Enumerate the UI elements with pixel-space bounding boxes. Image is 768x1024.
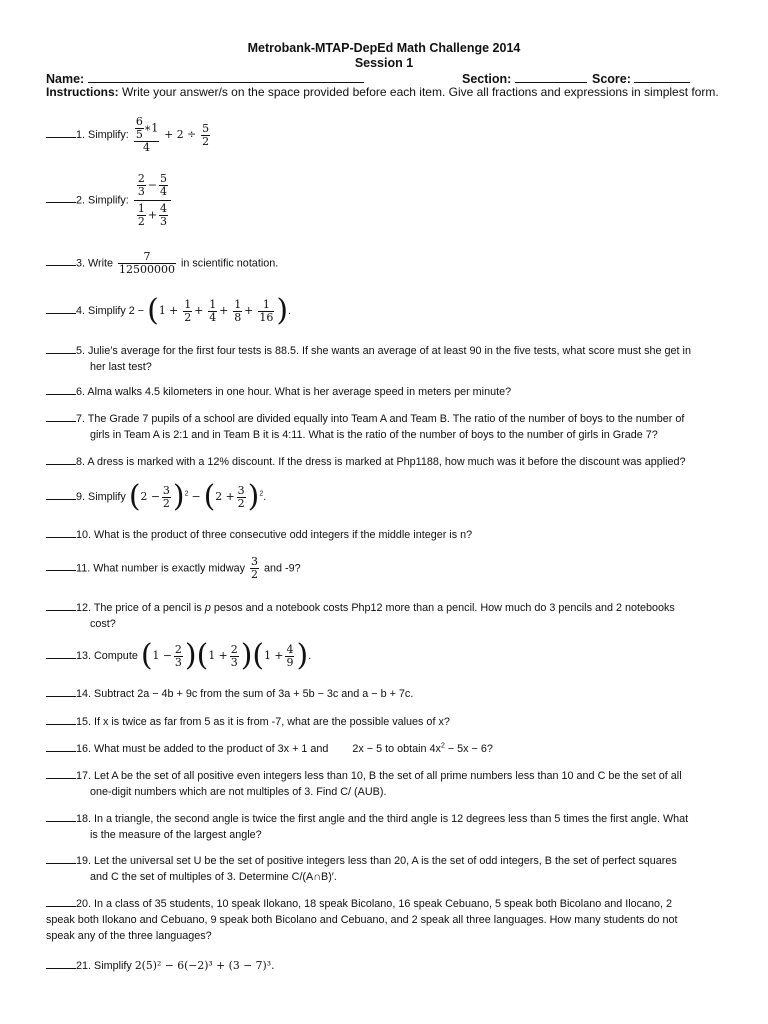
- question-4: 4. Simplify 2 − (1 + $\frac{1}{2}$ + $\frac{1}{4}$ + $\frac{1}{8}$ + $\frac{1}{16}$ ).: [46, 296, 722, 326]
- complex-fraction: $\frac{2}{3}$ − $\frac{5}{4}$ $\frac{1}{2}$ + $\frac{4}{3}$: [134, 173, 171, 228]
- answer-blank: [46, 812, 76, 822]
- section-blank: [515, 71, 587, 83]
- answer-blank: [46, 742, 76, 752]
- question-text: 10. What is the product of three consecutive odd integers if the middle integer is n?: [76, 529, 473, 541]
- answer-blank: [46, 959, 76, 969]
- answer-blank: [46, 854, 76, 864]
- answer-blank: [46, 412, 76, 422]
- question-text: 19. Let the universal set U be the set of positive integers less than 20, A is the set of odd integers, B the set of perfect squares: [76, 855, 677, 867]
- answer-blank: [46, 304, 76, 314]
- instructions-label: Instructions:: [46, 85, 119, 99]
- answer-blank: [46, 193, 76, 203]
- section-label: Section:: [462, 72, 512, 86]
- score-blank: [634, 71, 690, 83]
- question-text: 1. Simplify:: [76, 128, 129, 141]
- question-18: 18. In a triangle, the second angle is twice the first angle and the third angle is 12 degrees less than 5 times the first angle. What is the measure of the largest angle?: [46, 811, 722, 843]
- name-label: Name:: [46, 72, 85, 86]
- question-text: 7. The Grade 7 pupils of a school are divided equally into Team A and Team B. The ratio of the number of boys to the number of: [76, 413, 685, 425]
- question-9: 9. Simplify (2 − $\frac{3}{2}$ )$^2$ − (2 + $\frac{3}{2}$ )$^2$.: [46, 482, 722, 512]
- answer-blank: [46, 601, 76, 611]
- question-14: [46, 686, 722, 702]
- section-field: [462, 71, 587, 86]
- question-3: 3. Write $\frac{7}{12500000}$ in scientific notation.: [46, 251, 722, 276]
- question-text: 2. Simplify:: [76, 194, 129, 207]
- question-10: [46, 527, 722, 543]
- question-text: 8. A dress is marked with a 12% discount. If the dress is marked at Php1188, how much was it before the discount was applied?: [76, 456, 686, 468]
- answer-blank: [46, 256, 76, 266]
- math-expression: + 2 ÷: [164, 127, 197, 141]
- fraction: $\frac{5}{2}$: [202, 121, 210, 148]
- fraction: $\frac{7}{12500000}$: [119, 250, 175, 276]
- question-21: [46, 958, 722, 974]
- answer-blank: [46, 455, 76, 465]
- answer-blank: [46, 528, 76, 538]
- answer-blank: [46, 344, 76, 354]
- session-label: Session 1: [354, 56, 414, 70]
- question-1: [46, 116, 722, 154]
- question-17: 17. Let A be the set of all positive even integers less than 10, B the set of all prime numbers less than 10 and C be the set of all one-digit numbers which are not multiples of 3. Find C/ (AUB).: [46, 768, 722, 800]
- answer-blank: [46, 649, 76, 659]
- answer-blank: [46, 687, 76, 697]
- question-11: 11. What number is exactly midway $\frac{3}{2}$ and -9?: [46, 556, 722, 581]
- question-12: 12. The price of a pencil is p pesos and a notebook costs Php12 more than a pencil. How much do 3 pencils and 2 notebooks cost?: [46, 600, 722, 632]
- question-text: 3. Write: [76, 257, 113, 270]
- question-text: 9. Simplify: [76, 490, 126, 503]
- math-expression: 2(5)² − 6(−2)³ + (3 − 7)³.: [134, 959, 275, 972]
- answer-blank: [46, 385, 76, 395]
- question-text: 14. Subtract 2a − 4b + 9c from the sum of 3a + 5b − 3c and a − b + 7c.: [76, 688, 414, 700]
- question-5: 5. Julie’s average for the first four tests is 88.5. If she wants an average of at least 90 in the five tests, what score must she get in her last test?: [46, 343, 722, 375]
- question-7: 7. The Grade 7 pupils of a school are divided equally into Team A and Team B. The ratio of the number of boys to the number of girls in Team A is 2:1 and in Team B it is 4:11. What is the ratio of the number of boys to the number of girls in Grade 7?: [46, 411, 722, 443]
- answer-blank: [46, 561, 76, 571]
- question-text: 17. Let A be the set of all positive even integers less than 10, B the set of all prime numbers less than 10 and C be the set of all: [76, 770, 682, 782]
- question-19: 19. Let the universal set U be the set of positive integers less than 20, A is the set of odd integers, B the set of perfect squares and C the set of multiples of 3. Determine C/(A∩B)′.: [46, 853, 722, 885]
- question-text: 18. In a triangle, the second angle is twice the first angle and the third angle is 12 degrees less than 5 times the first angle. What: [76, 813, 689, 825]
- name-field: [46, 71, 364, 86]
- instructions-text: Write your answer/s on the space provided before each item. Give all fractions and expressions in simplest form.: [118, 85, 719, 99]
- question-text: 20. In a class of 35 students, 10 speak Ilokano, 18 speak Bicolano, 16 speak Cebuano, 5 speak both Bicolano and Ilocano, 2: [76, 898, 673, 910]
- question-2: [46, 173, 722, 228]
- answer-blank: [46, 128, 76, 138]
- question-20: 20. In a class of 35 students, 10 speak Ilokano, 18 speak Bicolano, 16 speak Cebuano, 5 speak both Bicolano and Ilocano, 2 speak both Ilokano and Cebuano, 9 speak both Bicolano and Cebuano, and 2 speak all three languages. How many students do not speak any of the three languages?: [46, 898, 678, 942]
- question-15: [46, 714, 722, 730]
- question-8: [46, 454, 722, 470]
- answer-blank: [46, 769, 76, 779]
- question-text: 5. Julie’s average for the first four tests is 88.5. If she wants an average of at least 90 in the five tests, what score must she get in: [76, 345, 691, 357]
- question-text: 15. If x is twice as far from 5 as it is from -7, what are the possible values of x?: [76, 716, 450, 728]
- name-blank: [88, 71, 364, 83]
- answer-blank: [46, 897, 76, 907]
- question-text: 6. Alma walks 4.5 kilometers in one hour. What is her average speed in meters per minute?: [76, 386, 512, 398]
- worksheet-title: Metrobank-MTAP-DepEd Math Challenge 2014: [247, 41, 521, 55]
- score-label: Score:: [592, 72, 631, 86]
- question-6: [46, 384, 722, 400]
- question-text: 13. Compute: [76, 649, 138, 662]
- question-text: 21. Simplify: [76, 960, 135, 972]
- question-16: 16. What must be added to the product of 3x + 1 and 2x − 5 to obtain $4x^2 - 5x - 6$?: [46, 741, 722, 757]
- fraction: $\frac{6}{5}$ ∗1 4: [135, 115, 159, 154]
- answer-blank: [46, 490, 76, 500]
- question-text: 11. What number is exactly midway: [76, 562, 246, 575]
- fraction: $\frac{3}{2}$: [251, 555, 259, 581]
- question-text: 12. The price of a pencil is: [76, 602, 205, 614]
- question-13: 13. Compute (1 − $\frac{2}{3}$ )(1 + $\frac{2}{3}$ )(1 + $\frac{4}{9}$ ).: [46, 641, 722, 671]
- instructions: [46, 85, 722, 99]
- score-field: [592, 71, 690, 86]
- answer-blank: [46, 715, 76, 725]
- question-text: 16. What must be added to the product of 3x + 1 and 2x − 5 to obtain 4x: [76, 743, 441, 755]
- question-text: 4. Simplify 2 −: [76, 304, 145, 317]
